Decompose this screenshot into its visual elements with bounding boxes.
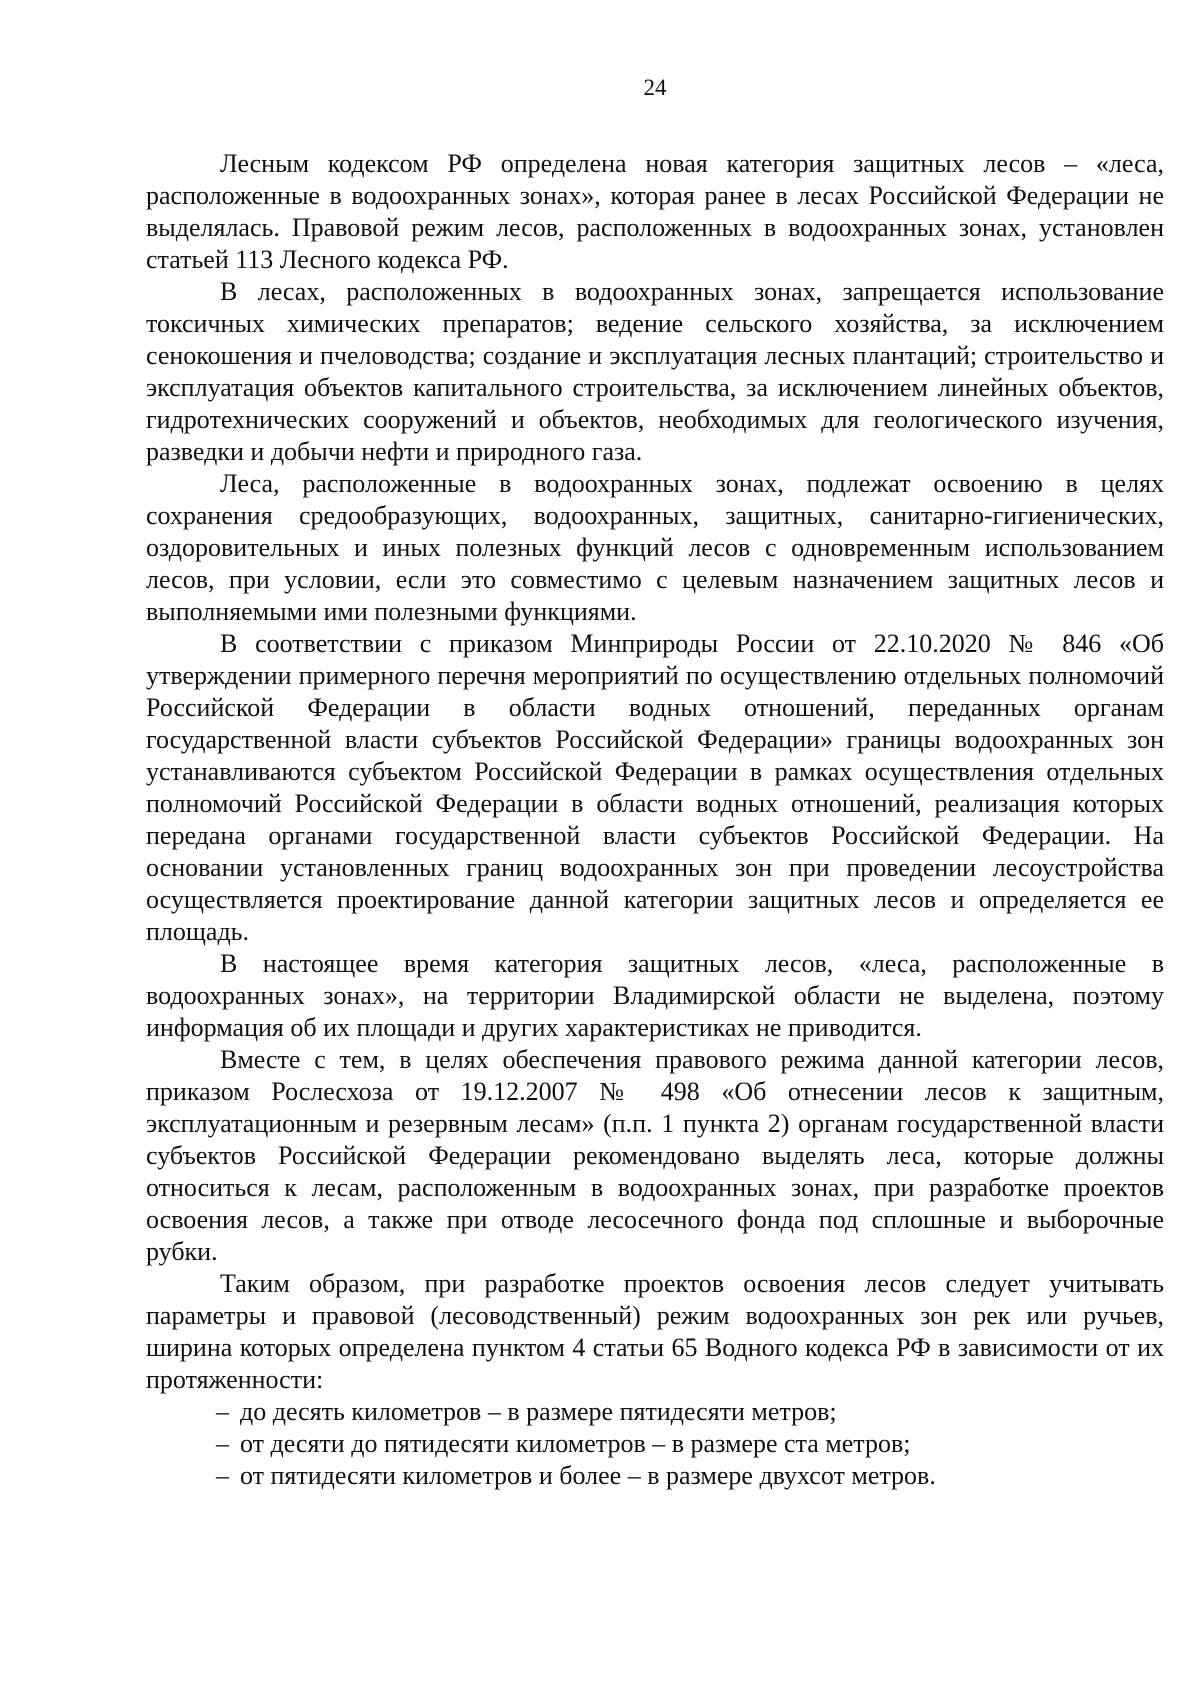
list-item-text: до десять километров – в размере пятидесяти метров; [240, 1397, 837, 1426]
list-item-text: от пятидесяти километров и более – в размере двухсот метров. [240, 1461, 936, 1490]
list-item-text: от десяти до пятидесяти километров – в размере ста метров; [240, 1429, 911, 1458]
zone-width-list [146, 1396, 1164, 1492]
paragraph-forest-development: Леса, расположенные в водоохранных зонах, подлежат освоению в целях сохранения средообразующих, водоохранных, защитных, санитарно-гигиенических, оздоровительных и иных полезных функций лесов с одновременным использованием лесов, при условии, если это совместимо с целевым назначением защитных лесов и выполняемыми ими полезными функциями. [146, 469, 1164, 626]
paragraph-prohibitions: В лесах, расположенных в водоохранных зонах, запрещается использование токсичных химических препаратов; ведение сельского хозяйства, за исключением сенокошения и пчеловодства; создание и эксплуатация лесных плантаций; строительство и эксплуатация объектов капитального строительства, за исключением линейных объектов, гидротехнических сооружений и объектов, необходимых для геологического изучения, разведки и добычи нефти и природного газа. [146, 277, 1164, 466]
list-dash-marker: – [216, 1397, 229, 1426]
document-page [146, 0, 1164, 1697]
paragraph-rosleskhoz-order: Вместе с тем, в целях обеспечения правового режима данной категории лесов, приказом Рослесхоза от 19.12.2007 № 498 «Об отнесении лесов к защитным, эксплуатационным и резервным лесам» (п.п. 1 пункта 2) органам государственной власти субъектов Российской Федерации рекомендовано выделять леса, которые должны относиться к лесам, расположенным в водоохранных зонах, при разработке проектов освоения лесов, а также при отводе лесосечного фонда под сплошные и выборочные рубки. [146, 1045, 1164, 1266]
paragraph-vladimir-region: В настоящее время категория защитных лесов, «леса, расположенные в водоохранных зонах», на территории Владимирской области не выделена, поэтому информация об их площади и других характеристиках не приводится. [146, 949, 1164, 1042]
list-dash-marker: – [216, 1461, 229, 1490]
list-item [146, 1460, 1164, 1492]
paragraph-water-code-widths: Таким образом, при разработке проектов освоения лесов следует учитывать параметры и правовой (лесоводственный) режим водоохранных зон рек или ручьев, ширина которых определена пунктом 4 статьи 65 Водного кодекса РФ в зависимости от их протяженности: [146, 1269, 1164, 1394]
paragraph-forest-code-category: Лесным кодексом РФ определена новая категория защитных лесов – «леса, расположенные в водоохранных зонах», которая ранее в лесах Российской Федерации не выделялась. Правовой режим лесов, расположенных в водоохранных зонах, установлен статьей 113 Лесного кодекса РФ. [146, 149, 1164, 274]
list-dash-marker: – [216, 1429, 229, 1458]
list-item [146, 1396, 1164, 1428]
list-item [146, 1428, 1164, 1460]
page-number: 24 [643, 75, 667, 100]
paragraph-minprirody-order: В соответствии с приказом Минприроды России от 22.10.2020 № 846 «Об утверждении примерного перечня мероприятий по осуществлению отдельных полномочий Российской Федерации в области водных отношений, переданных органам государственной власти субъектов Российской Федерации» границы водоохранных зон устанавливаются субъектом Российской Федерации в рамках осуществления отдельных полномочий Российской Федерации в области водных отношений, реализация которых передана органами государственной власти субъектов Российской Федерации. На основании установленных границ водоохранных зон при проведении лесоустройства осуществляется проектирование данной категории защитных лесов и определяется ее площадь. [146, 629, 1164, 946]
document-body [146, 148, 1164, 1492]
